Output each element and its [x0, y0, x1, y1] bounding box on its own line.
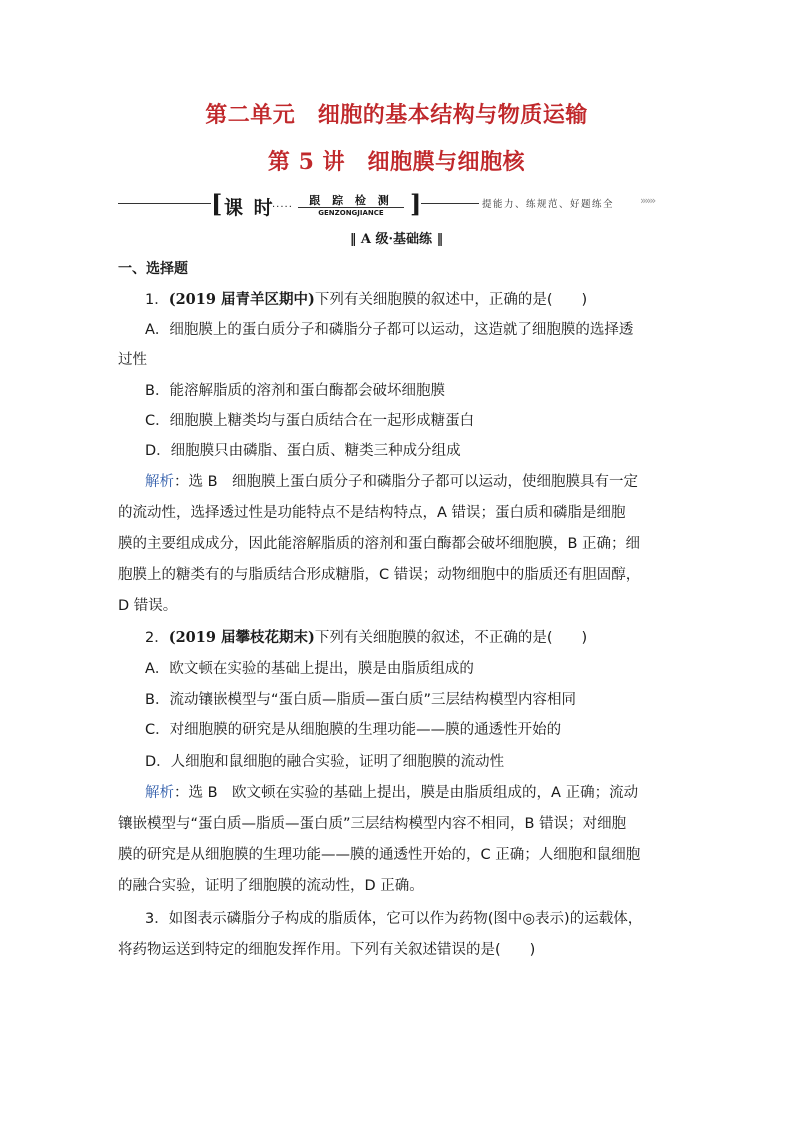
- analysis-line: 的融合实验，证明了细胞膜的流动性，D 正确。: [118, 878, 424, 894]
- bracket-right-icon: ]: [410, 189, 422, 218]
- question-text: 下列有关细胞膜的叙述，不正确的是( ): [314, 630, 588, 646]
- analysis-label: 解析: [145, 474, 174, 490]
- option-line: A．欧文顿在实验的基础上提出，膜是由脂质组成的: [145, 661, 474, 677]
- banner-keshi: 课 时: [224, 197, 275, 219]
- section-heading: 一、选择题: [118, 261, 188, 277]
- unit-title: 第二单元 细胞的基本结构与物质运输: [205, 102, 588, 128]
- question-source: (2019 届青羊区期中): [168, 291, 315, 308]
- option-line: B．能溶解脂质的溶剂和蛋白酶都会破坏细胞膜: [145, 383, 445, 399]
- analysis-line: [145, 472, 638, 492]
- analysis-line: 膜的研究是从细胞膜的生理功能——膜的通透性开始的，C 正确；人细胞和鼠细胞: [118, 847, 641, 863]
- question-2-stem: [145, 628, 587, 648]
- option-line: C．对细胞膜的研究是从细胞膜的生理功能——膜的通透性开始的: [145, 722, 562, 738]
- lecture-title: 第 5 讲 细胞膜与细胞核: [267, 149, 526, 175]
- analysis-line: [145, 783, 638, 803]
- option-line: B．流动镶嵌模型与“蛋白质—脂质—蛋白质”三层结构模型内容相同: [145, 692, 576, 708]
- option-line: D．细胞膜只由磷脂、蛋白质、糖类三种成分组成: [145, 443, 461, 459]
- analysis-line: 膜的主要组成成分，因此能溶解脂质的溶剂和蛋白酶都会破坏细胞膜，B 正确；细: [118, 536, 641, 552]
- bracket-left-icon: [: [211, 189, 223, 218]
- chevrons-icon: »»»: [640, 194, 655, 207]
- analysis-label: 解析: [145, 785, 174, 801]
- banner-slogan: 提能力、练规范、好题练全: [482, 199, 615, 210]
- option-line: 过性: [118, 352, 147, 368]
- practice-banner: [118, 190, 678, 218]
- option-line: A．细胞膜上的蛋白质分子和磷脂分子都可以运动，这造就了细胞膜的选择透: [145, 322, 634, 338]
- question-source: (2019 届攀枝花期末): [168, 629, 315, 646]
- banner-rule-left: [118, 203, 211, 204]
- banner-rule-right: [421, 203, 479, 204]
- analysis-line: D 错误。: [118, 598, 178, 614]
- question-3-line: 将药物运送到特定的细胞发挥作用。下列有关叙述错误的是( ): [118, 942, 536, 958]
- analysis-line: 的流动性，选择透过性是功能特点不是结构特点，A 错误；蛋白质和磷脂是细胞: [118, 505, 626, 521]
- option-line: C．细胞膜上糖类均与蛋白质结合在一起形成糖蛋白: [145, 413, 475, 429]
- level-heading: ‖ A 级·基础练 ‖: [349, 232, 444, 247]
- question-number: 1．: [145, 292, 169, 308]
- banner-genzong: 跟 踪 检 测: [309, 194, 393, 207]
- question-number: 2．: [145, 630, 169, 646]
- question-text: 下列有关细胞膜的叙述中，正确的是( ): [314, 292, 588, 308]
- analysis-text: ：选 B 细胞膜上蛋白质分子和磷脂分子都可以运动，使细胞膜具有一定: [174, 474, 639, 490]
- question-1-stem: [145, 290, 587, 310]
- banner-pinyin: GENZONGJIANCE: [298, 207, 404, 217]
- banner-dots: ·····: [272, 202, 293, 213]
- question-3-line: 3．如图表示磷脂分子构成的脂质体，它可以作为药物(图中◎表示)的运载体，: [145, 911, 643, 927]
- analysis-text: ：选 B 欧文顿在实验的基础上提出，膜是由脂质组成的，A 正确；流动: [174, 785, 639, 801]
- analysis-line: 胞膜上的糖类有的与脂质结合形成糖脂，C 错误；动物细胞中的脂质还有胆固醇，: [118, 567, 641, 583]
- analysis-line: 镶嵌模型与“蛋白质—脂质—蛋白质”三层结构模型内容不相同，B 错误；对细胞: [118, 816, 627, 832]
- option-line: D．人细胞和鼠细胞的融合实验，证明了细胞膜的流动性: [145, 754, 505, 770]
